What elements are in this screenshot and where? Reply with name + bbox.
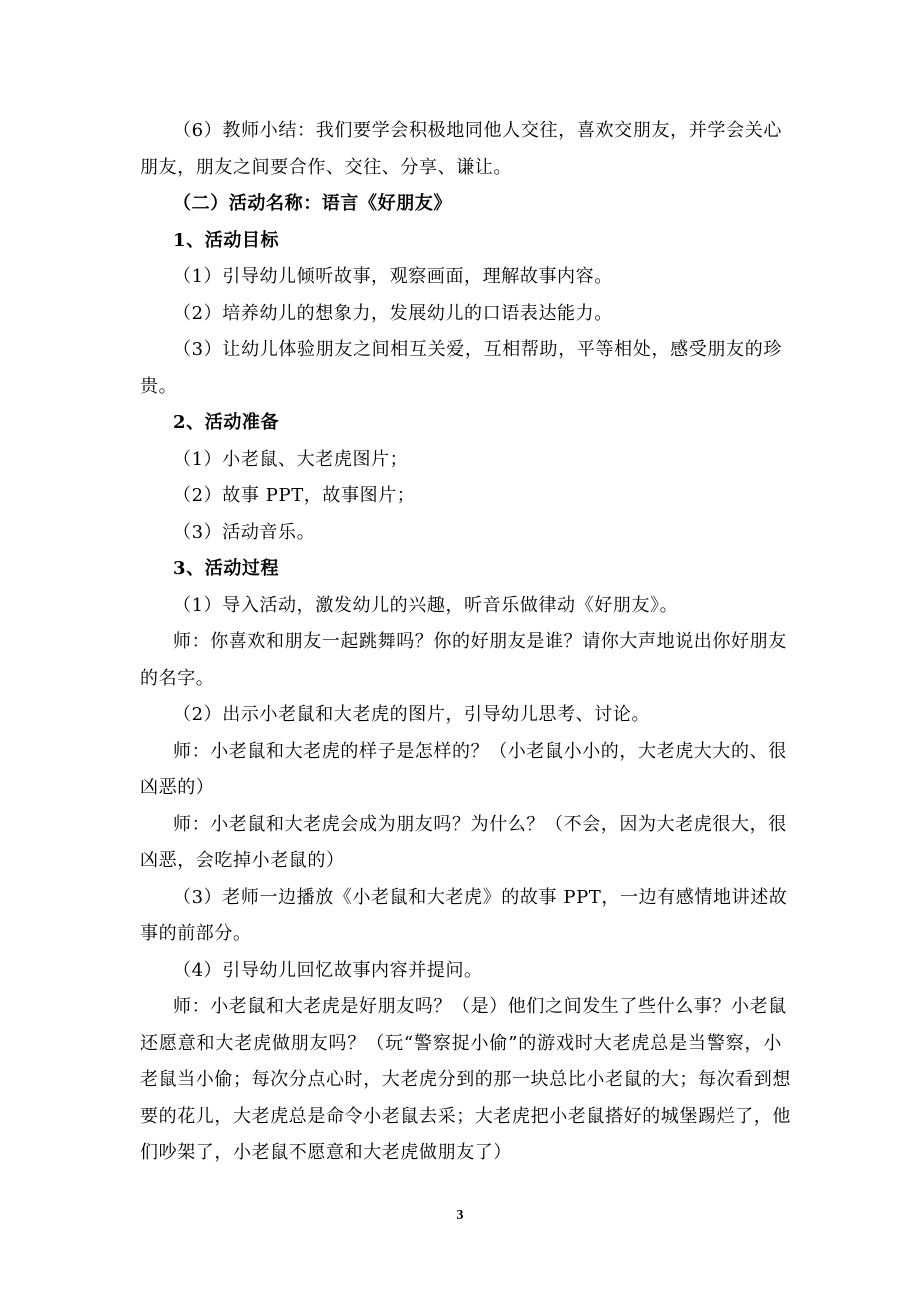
paragraph-line: 贵。 bbox=[140, 375, 178, 397]
paragraph-line: （6）教师小结：我们要学会积极地同他人交往，喜欢交朋友，并学会关心 bbox=[173, 120, 782, 141]
document-body bbox=[140, 113, 791, 1172]
paragraph-line: 师：你喜欢和朋友一起跳舞吗？你的好朋友是谁？请你大声地说出你好朋友 bbox=[173, 631, 787, 652]
paragraph-line: 还愿意和大老虎做朋友吗？（玩“警察捉小偷”的游戏时大老虎总是当警察，小 bbox=[140, 1032, 782, 1054]
page-number: 3 bbox=[456, 1208, 464, 1223]
paragraph-line: （2）培养幼儿的想象力，发展幼儿的口语表达能力。 bbox=[173, 302, 613, 324]
paragraph-line: （3）活动音乐。 bbox=[173, 521, 316, 543]
paragraph-line: 凶恶，会吃掉小老鼠的） bbox=[140, 850, 345, 871]
paragraph-line: 师：小老鼠和大老虎的样子是怎样的？（小老鼠小小的，大老虎大大的、很 bbox=[173, 740, 787, 762]
paragraph-line: （1）小老鼠、大老虎图片； bbox=[173, 448, 409, 470]
paragraph-line: （1）导入活动，激发幼儿的兴趣，听音乐做律动《好朋友》。 bbox=[173, 594, 679, 616]
paragraph-line: 凶恶的） bbox=[140, 777, 215, 798]
paragraph-line: （3）让幼儿体验朋友之间相互关爱，互相帮助，平等相处，感受朋友的珍 bbox=[173, 339, 782, 360]
paragraph-line: 老鼠当小偷；每次分点心时，大老虎分到的那一块总比小老鼠的大；每次看到想 bbox=[140, 1069, 791, 1090]
paragraph-line: （4）引导幼儿回忆故事内容并提问。 bbox=[173, 959, 483, 981]
paragraph-line: 们吵架了，小老鼠不愿意和大老虎做朋友了） bbox=[140, 1142, 512, 1163]
paragraph-line: （1）引导幼儿倾听故事，观察画面，理解故事内容。 bbox=[173, 266, 613, 287]
paragraph-line: 的名字。 bbox=[140, 667, 215, 689]
paragraph-line: 事的前部分。 bbox=[140, 923, 252, 944]
paragraph-line: 师：小老鼠和大老虎是好朋友吗？（是）他们之间发生了些什么事？小老鼠 bbox=[173, 996, 787, 1017]
section-heading: （二）活动名称：语言《好朋友》 bbox=[173, 193, 452, 214]
section-heading: 1、活动目标 bbox=[173, 229, 280, 251]
paragraph-line: 师：小老鼠和大老虎会成为朋友吗？为什么？（不会，因为大老虎很大，很 bbox=[173, 813, 787, 835]
section-heading: 3、活动过程 bbox=[173, 558, 280, 579]
paragraph-line: （2）出示小老鼠和大老虎的图片，引导幼儿思考、讨论。 bbox=[173, 704, 651, 725]
paragraph-line: 朋友，朋友之间要合作、交往、分享、谦让。 bbox=[140, 156, 512, 178]
paragraph-line: （2）故事 PPT，故事图片； bbox=[173, 485, 416, 506]
paragraph-line: 要的花儿，大老虎总是命令小老鼠去采；大老虎把小老鼠搭好的城堡踢烂了，他 bbox=[140, 1105, 791, 1127]
section-heading: 2、活动准备 bbox=[173, 412, 280, 433]
paragraph-line: （3）老师一边播放《小老鼠和大老虎》的故事 PPT，一边有感情地讲述故 bbox=[173, 886, 788, 908]
